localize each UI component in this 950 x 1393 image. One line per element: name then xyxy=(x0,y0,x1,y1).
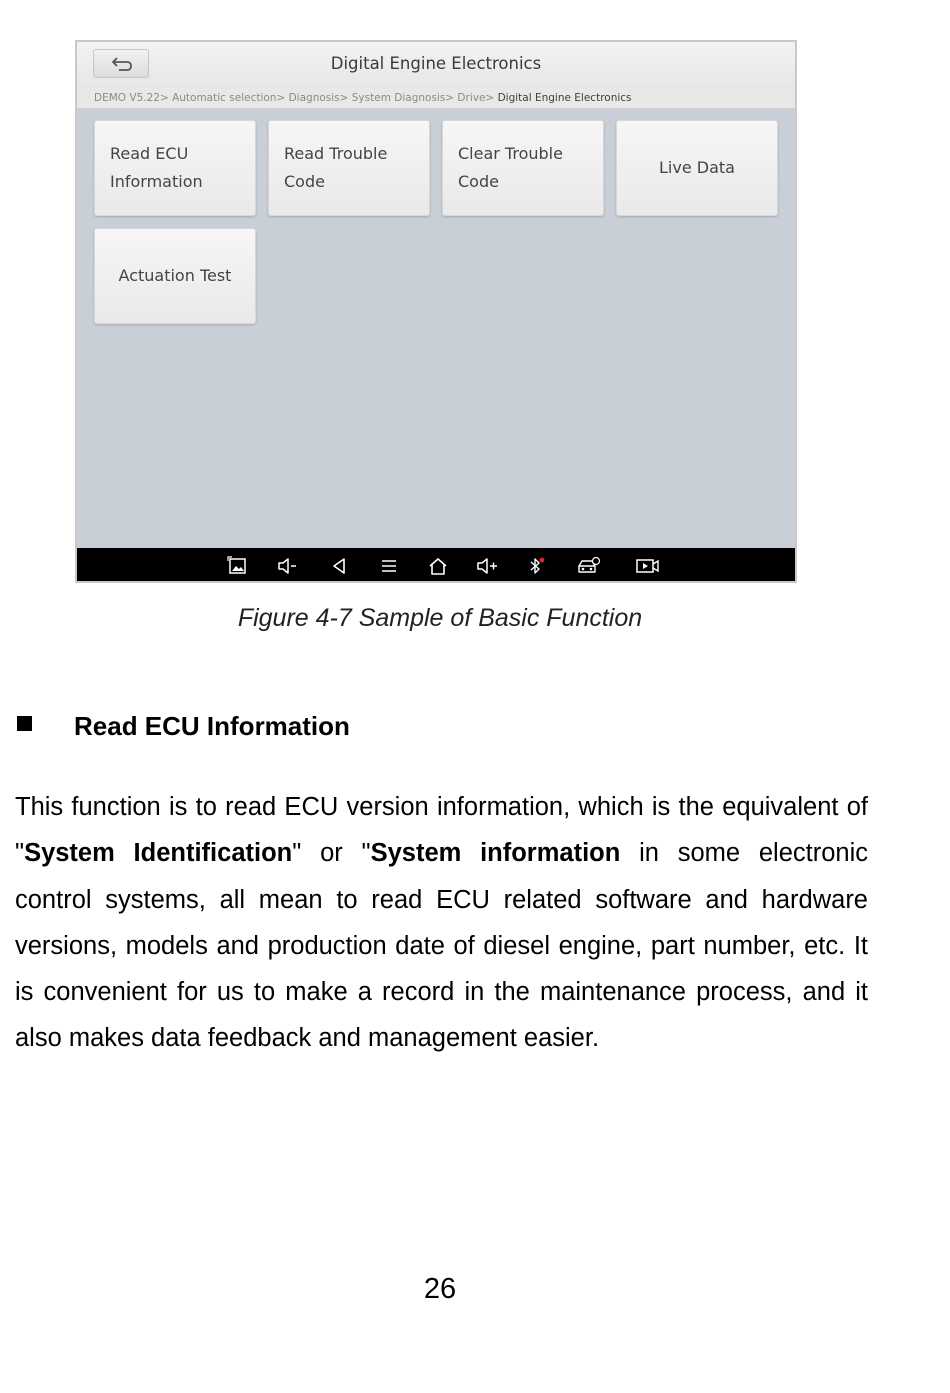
live-data-button[interactable] xyxy=(616,120,778,216)
bluetooth-icon[interactable] xyxy=(525,556,547,576)
volume-up-icon[interactable] xyxy=(476,556,498,576)
vci-car-icon[interactable] xyxy=(576,556,602,576)
back-triangle-icon[interactable] xyxy=(328,556,350,576)
volume-down-icon[interactable] xyxy=(276,556,298,576)
para-bold-term: System Identification xyxy=(24,839,293,868)
breadcrumb-path: DEMO V5.22> Automatic selection> Diagnosis> System Diagnosis> Drive> xyxy=(94,92,498,104)
square-bullet-icon xyxy=(17,716,32,731)
actuation-test-button[interactable] xyxy=(94,228,256,324)
android-nav-bar xyxy=(77,548,795,583)
tile-label: Actuation Test xyxy=(118,266,232,285)
breadcrumb xyxy=(77,88,795,109)
app-screenshot xyxy=(75,40,797,583)
section-heading: Read ECU Information xyxy=(74,711,350,741)
menu-icon[interactable] xyxy=(378,556,400,576)
read-ecu-information-button[interactable] xyxy=(94,120,256,216)
body-paragraph xyxy=(15,784,868,1062)
page-number: 26 xyxy=(423,1273,457,1305)
screen-record-icon[interactable] xyxy=(635,556,661,576)
breadcrumb-current: Digital Engine Electronics xyxy=(497,92,632,104)
para-text: " or " xyxy=(292,839,371,868)
para-text: in some electronic control systems, all mean to read ECU related software and hardware versions, models and production date of diesel engine, part number, etc. It is convenient for us to make a record in the maintenance process, and it also makes data feedback and management easier. xyxy=(15,839,869,1053)
tile-label: Clear Trouble Code xyxy=(458,144,563,191)
screenshot-icon[interactable] xyxy=(227,556,249,576)
figure-caption: Figure 4-7 Sample of Basic Function xyxy=(237,604,643,632)
clear-trouble-code-button[interactable] xyxy=(442,120,604,216)
home-icon[interactable] xyxy=(427,556,449,576)
screen-title: Digital Engine Electronics xyxy=(330,54,542,73)
tile-label: Read Trouble Code xyxy=(284,144,388,191)
tile-label: Read ECU Information xyxy=(110,144,203,191)
tile-label: Live Data xyxy=(659,158,735,177)
para-text: This function is to read ECU version information, which is the equivalent of " xyxy=(15,793,868,868)
title-bar xyxy=(77,42,795,89)
para-bold-term: System information xyxy=(370,839,621,868)
read-trouble-code-button[interactable] xyxy=(268,120,430,216)
